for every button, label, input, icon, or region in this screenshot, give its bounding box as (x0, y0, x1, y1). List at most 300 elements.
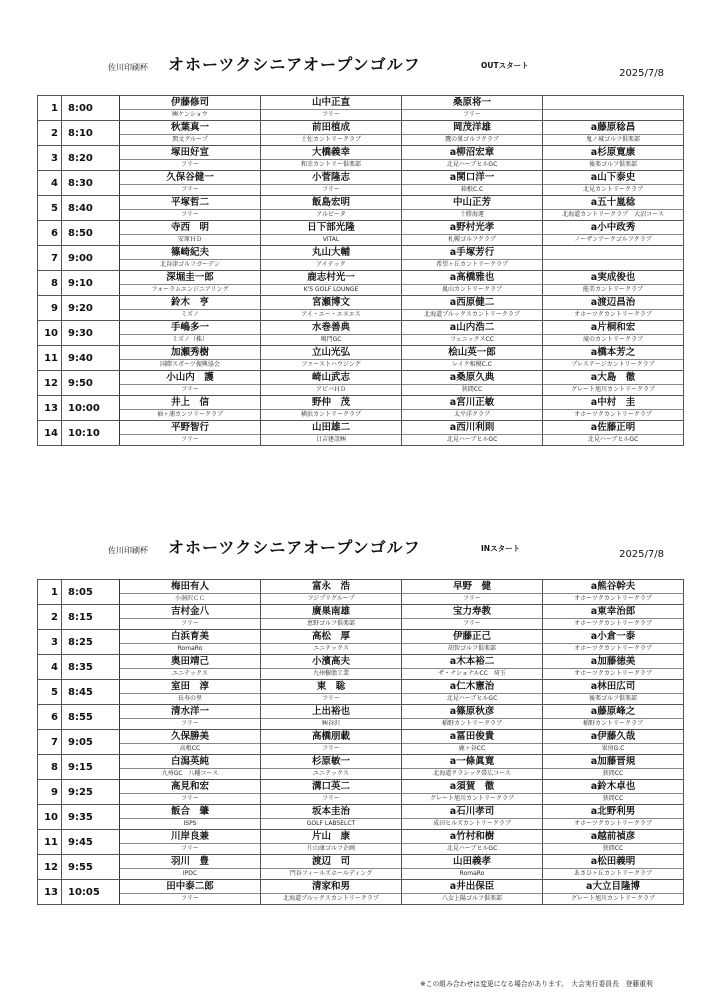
player-name: 鹿志村光一 (261, 271, 401, 285)
player-cell (543, 630, 684, 655)
player-cell (543, 680, 684, 705)
player-affiliation: 箱根C.C (460, 186, 484, 193)
player-name: 桧山英一郎 (402, 346, 542, 360)
tee-time: 9:50 (62, 371, 120, 396)
player-name: 水巻善典 (261, 321, 401, 335)
player-affiliation: プレステージカントリークラブ (571, 361, 655, 368)
player-name: a越前禎彦 (543, 830, 683, 844)
tee-time: 9:25 (62, 780, 120, 805)
player-affiliation: 稲野カントリークラブ (582, 720, 643, 727)
player-cell (120, 730, 261, 755)
group-number: 5 (38, 680, 62, 705)
player-affiliation: K'S GOLF LOUNGE (303, 286, 359, 293)
player-cell (120, 880, 261, 905)
player-name: a仁木憲治 (402, 680, 542, 694)
player-affiliation: アイテック (316, 261, 346, 268)
tee-time: 8:35 (62, 655, 120, 680)
player-cell (261, 146, 402, 171)
player-cell (543, 221, 684, 246)
group-row (38, 371, 684, 396)
group-row (38, 655, 684, 680)
player-cell (402, 146, 543, 171)
player-cell (120, 146, 261, 171)
group-number: 8 (38, 271, 62, 296)
player-name: a松田義明 (543, 855, 683, 869)
player-cell (543, 296, 684, 321)
group-number: 7 (38, 730, 62, 755)
group-row (38, 146, 684, 171)
player-affiliation: フェニックスCC (450, 336, 494, 343)
player-name: 山田雄二 (261, 421, 401, 435)
player-name: 鈴木 亨 (120, 296, 260, 310)
date-label: 2025/7/8 (619, 549, 664, 560)
player-affiliation: 九州樹脂工業 (312, 670, 349, 677)
player-affiliation: フリー (181, 211, 199, 218)
group-number: 6 (38, 705, 62, 730)
player-affiliation: フリー (181, 845, 199, 852)
player-affiliation: 北海道ブルックスカントリークラブ (424, 311, 520, 318)
group-row (38, 680, 684, 705)
group-number: 6 (38, 221, 62, 246)
player-affiliation: フリー (181, 895, 199, 902)
tee-time: 9:45 (62, 830, 120, 855)
player-name: 奥田靖己 (120, 655, 260, 669)
player-cell (261, 830, 402, 855)
player-affiliation (543, 110, 683, 120)
player-name: 小山内 護 (120, 371, 260, 385)
player-cell (543, 396, 684, 421)
player-affiliation: ㈱ケンショウ (172, 111, 208, 118)
player-affiliation: 北見ハーブヒルGC (446, 436, 498, 443)
player-affiliation: 北見ハーブヒルGC (446, 695, 498, 702)
player-affiliation: フリー (463, 111, 481, 118)
player-affiliation: GOLF LABSELCT (306, 820, 356, 827)
player-name: a加藤徳美 (543, 655, 683, 669)
player-name: a山下泰史 (543, 171, 683, 185)
player-affiliation: 長寿の里 (177, 695, 202, 702)
player-affiliation: アルビータ (316, 211, 346, 218)
player-affiliation: 高根CC (179, 745, 201, 752)
start-label: OUTスタート (481, 61, 529, 70)
out-pairing-table (37, 95, 684, 446)
player-name: 宮瀬博文 (261, 296, 401, 310)
player-name: a渡辺昌治 (543, 296, 683, 310)
tee-time: 9:40 (62, 346, 120, 371)
player-name: a宮川正敏 (402, 396, 542, 410)
player-cell (120, 655, 261, 680)
player-name: 伊藤正己 (402, 630, 542, 644)
player-affiliation: 北見ハーブヒルGC (446, 161, 498, 168)
player-cell (402, 221, 543, 246)
player-cell (261, 755, 402, 780)
player-cell (402, 730, 543, 755)
player-cell (402, 196, 543, 221)
player-name: a藤原稔昌 (543, 121, 683, 135)
group-row (38, 630, 684, 655)
player-cell (261, 371, 402, 396)
group-number: 2 (38, 121, 62, 146)
tee-time: 8:40 (62, 196, 120, 221)
group-row (38, 121, 684, 146)
group-number: 1 (38, 580, 62, 605)
player-name: 片山 康 (261, 830, 401, 844)
player-affiliation: フリー (322, 186, 340, 193)
player-name: 吉村金八 (120, 605, 260, 619)
player-name: 白浜育美 (120, 630, 260, 644)
player-name: 富永 浩 (261, 580, 401, 594)
player-name: 飯合 肇 (120, 805, 260, 819)
player-cell (402, 855, 543, 880)
player-affiliation: フリー (322, 795, 340, 802)
group-row (38, 855, 684, 880)
player-cell (261, 121, 402, 146)
player-affiliation: IPDC (182, 870, 198, 877)
player-cell (120, 246, 261, 271)
player-name: a西川利則 (402, 421, 542, 435)
player-cell (261, 780, 402, 805)
player-affiliation: レイク相模C.C (452, 361, 492, 368)
player-name: 溝口英二 (261, 780, 401, 794)
player-cell (402, 396, 543, 421)
player-name: a北野利男 (543, 805, 683, 819)
player-cell (120, 755, 261, 780)
player-cell (261, 346, 402, 371)
player-affiliation: 鹿ヶ谷CC (458, 745, 486, 752)
player-name: 田中泰二郎 (120, 880, 260, 894)
player-affiliation: 希望ヶ丘カントリークラブ (435, 261, 508, 268)
player-cell (543, 196, 684, 221)
player-affiliation: 鷹の巣ゴルフクラブ (445, 136, 499, 143)
player-name: 秋葉真一 (120, 121, 260, 135)
group-row (38, 171, 684, 196)
player-cell (261, 705, 402, 730)
tee-time: 8:55 (62, 705, 120, 730)
player-cell (261, 171, 402, 196)
player-cell (120, 855, 261, 880)
player-cell (543, 321, 684, 346)
player-cell (543, 830, 684, 855)
player-cell (120, 630, 261, 655)
player-name: 篠崎紀夫 (120, 246, 260, 260)
page-title: オホーツクシニアオープンゴルフ (168, 55, 421, 74)
player-name: a桑原久典 (402, 371, 542, 385)
player-cell (402, 346, 543, 371)
player-cell (261, 580, 402, 605)
player-affiliation: 鳴門GC (320, 336, 342, 343)
group-number: 4 (38, 171, 62, 196)
tee-time: 9:00 (62, 246, 120, 271)
player-affiliation: あさひヶ丘カントリークラブ (573, 870, 652, 877)
player-cell (543, 755, 684, 780)
player-cell (543, 146, 684, 171)
player-affiliation: フリー (181, 161, 199, 168)
player-cell (120, 830, 261, 855)
player-cell (543, 605, 684, 630)
player-cell (120, 196, 261, 221)
player-name: a西原健二 (402, 296, 542, 310)
footer-note: ※この組み合わせは変更になる場合があります。 大会実行委員長 登藤重利 (420, 980, 653, 988)
player-name: a手塚芳行 (402, 246, 542, 260)
player-name: 大橋義幸 (261, 146, 401, 160)
player-affiliation: 北海道ブルックスカントリークラブ (283, 895, 379, 902)
player-affiliation: 門谷フィールズホールディング (289, 870, 373, 877)
player-cell (543, 421, 684, 446)
player-cell (402, 830, 543, 855)
player-cell (120, 296, 261, 321)
player-affiliation: フリー (181, 386, 199, 393)
player-affiliation: 鬼ノ城ゴルフ倶楽部 (585, 136, 640, 143)
player-affiliation: 北見カントリークラブ (582, 186, 643, 193)
group-number: 9 (38, 780, 62, 805)
player-affiliation: 八女上陽ゴルフ倶楽部 (441, 895, 502, 902)
player-cell (261, 296, 402, 321)
player-affiliation: 狭間CC (602, 770, 624, 777)
player-affiliation: 札幌ゴルフクラブ (448, 236, 496, 243)
player-name: 廣巣南雄 (261, 605, 401, 619)
player-affiliation: 十勝海運 (459, 211, 484, 218)
tee-time: 8:05 (62, 580, 120, 605)
player-affiliation: グレート旭川カントリークラブ (570, 386, 655, 393)
out-header (0, 40, 707, 100)
player-cell (543, 96, 684, 121)
group-number: 13 (38, 396, 62, 421)
tee-time: 8:15 (62, 605, 120, 630)
player-affiliation: ミズノ (180, 311, 199, 318)
player-name: a一條眞寛 (402, 755, 542, 769)
player-affiliation: RomaRo (459, 870, 485, 877)
player-name: a篠原秋彦 (402, 705, 542, 719)
player-name: a橋本芳之 (543, 346, 683, 360)
player-name: 早野 健 (402, 580, 542, 594)
player-name: a須賀 徹 (402, 780, 542, 794)
player-cell (543, 271, 684, 296)
tee-time: 8:20 (62, 146, 120, 171)
player-name: a石川孝司 (402, 805, 542, 819)
player-affiliation: 狭間CC (602, 795, 624, 802)
player-name: 寺西 明 (120, 221, 260, 235)
player-affiliation: 能美カントリークラブ (582, 286, 643, 293)
player-affiliation: フリー (181, 436, 199, 443)
group-number: 11 (38, 346, 62, 371)
player-name: 高見和宏 (120, 780, 260, 794)
player-cell (543, 855, 684, 880)
player-affiliation: フリー (322, 695, 340, 702)
group-row (38, 246, 684, 271)
tee-time: 8:00 (62, 96, 120, 121)
player-name: a鈴木卓也 (543, 780, 683, 794)
player-cell (120, 396, 261, 421)
player-name: 伊藤修司 (120, 96, 260, 110)
player-affiliation: オホーツクカントリークラブ (574, 820, 652, 827)
tee-time: 9:05 (62, 730, 120, 755)
player-cell (402, 655, 543, 680)
page-title: オホーツクシニアオープンゴルフ (168, 538, 421, 557)
player-affiliation: アイ・エー・エヌエス (301, 311, 361, 318)
player-cell (261, 196, 402, 221)
player-name: 山中正直 (261, 96, 401, 110)
player-affiliation: グレート旭川カントリークラブ (570, 895, 655, 902)
player-cell (120, 805, 261, 830)
player-cell (120, 271, 261, 296)
player-cell (120, 371, 261, 396)
player-name: a藤原峰之 (543, 705, 683, 719)
player-name: 清家和男 (261, 880, 401, 894)
player-affiliation: 狭間CC (602, 845, 624, 852)
tee-time: 10:00 (62, 396, 120, 421)
player-affiliation: 嵐山カントリークラブ (441, 286, 502, 293)
player-affiliation: ザ・ナショナルCC 埼玉 (438, 670, 506, 677)
group-number: 3 (38, 146, 62, 171)
player-name: a野村光孝 (402, 221, 542, 235)
player-cell (261, 271, 402, 296)
player-affiliation: 安原ＨＤ (177, 236, 202, 243)
player-affiliation (543, 260, 683, 270)
player-cell (402, 680, 543, 705)
player-affiliation: 狭間CC (461, 386, 483, 393)
player-affiliation: ㈱谷沢 (321, 720, 340, 727)
player-affiliation: グレート旭川カントリークラブ (429, 795, 514, 802)
group-row (38, 780, 684, 805)
player-affiliation: フォーラムエンジニアリング (151, 286, 229, 293)
group-number: 1 (38, 96, 62, 121)
player-name: a大島 徹 (543, 371, 683, 385)
player-name: a山内浩二 (402, 321, 542, 335)
player-affiliation: 北海道カントリークラブ 大沼コース (562, 211, 664, 218)
group-number: 9 (38, 296, 62, 321)
player-affiliation: RomaRo (177, 645, 203, 652)
player-cell (402, 321, 543, 346)
tee-time: 9:10 (62, 271, 120, 296)
player-name: a林田広司 (543, 680, 683, 694)
player-affiliation: フリー (181, 720, 199, 727)
player-name: 東 聡 (261, 680, 401, 694)
group-number: 12 (38, 855, 62, 880)
group-number: 5 (38, 196, 62, 221)
player-cell (402, 121, 543, 146)
player-name: a中村 圭 (543, 396, 683, 410)
player-affiliation: 小洞沢ＣＣ (174, 595, 205, 602)
player-cell (120, 580, 261, 605)
player-cell (402, 246, 543, 271)
player-name: 立山光弘 (261, 346, 401, 360)
player-name: 坂本圭治 (261, 805, 401, 819)
player-affiliation: 果房G.C (601, 745, 625, 752)
group-row (38, 730, 684, 755)
player-affiliation: フリー (181, 620, 199, 627)
player-name: 渡辺 司 (261, 855, 401, 869)
player-cell (543, 730, 684, 755)
player-cell (261, 730, 402, 755)
player-cell (543, 780, 684, 805)
tee-time: 8:25 (62, 630, 120, 655)
player-affiliation: ミズノ（株） (171, 336, 208, 343)
group-number: 4 (38, 655, 62, 680)
player-cell (402, 630, 543, 655)
group-number: 8 (38, 755, 62, 780)
player-affiliation: 後楽ゴルフ倶楽部 (588, 695, 637, 702)
player-name: 井上 信 (120, 396, 260, 410)
player-cell (543, 371, 684, 396)
player-affiliation: ユニテックス (313, 645, 349, 652)
player-name: 山田義孝 (402, 855, 542, 869)
player-affiliation: 太平洋クラブ (453, 411, 490, 418)
group-number: 14 (38, 421, 62, 446)
player-cell (261, 605, 402, 630)
player-affiliation: フジプリグループ (307, 595, 355, 602)
player-cell (402, 96, 543, 121)
player-name: 久保勝美 (120, 730, 260, 744)
group-row (38, 605, 684, 630)
player-name: a高橋雅也 (402, 271, 542, 285)
group-row (38, 755, 684, 780)
player-cell (402, 296, 543, 321)
player-cell (543, 346, 684, 371)
player-affiliation: オホーツクカントリークラブ (574, 645, 652, 652)
player-affiliation: 成田ヒルズカントリークラブ (433, 820, 511, 827)
player-name: a熊谷幹夫 (543, 580, 683, 594)
player-affiliation: 北見ハーブヒルGC (446, 845, 498, 852)
player-affiliation: 横浜カントリークラブ (300, 411, 361, 418)
player-cell (261, 321, 402, 346)
player-cell (402, 371, 543, 396)
player-affiliation: 関文グループ (172, 136, 208, 143)
player-affiliation: 稲野カントリークラブ (441, 720, 502, 727)
player-affiliation: ユニテックス (172, 670, 208, 677)
player-name: 室田 淳 (120, 680, 260, 694)
group-row (38, 296, 684, 321)
player-name: 梅田有人 (120, 580, 260, 594)
player-affiliation: 日吉建設㈱ (315, 436, 346, 443)
player-name: a杉原寛康 (543, 146, 683, 160)
player-cell (402, 755, 543, 780)
player-name: 白潟英純 (120, 755, 260, 769)
player-affiliation: 北海道クラシック帯広コース (433, 770, 511, 777)
player-affiliation: フリー (322, 111, 340, 118)
player-name: a小中政秀 (543, 221, 683, 235)
player-name: a関口洋一 (402, 171, 542, 185)
player-name: a片桐和宏 (543, 321, 683, 335)
sponsor-label: 佐川印刷杯 (108, 546, 148, 555)
player-name: 飯島宏明 (261, 196, 401, 210)
player-name: a大立目隆博 (543, 880, 683, 894)
player-cell (543, 580, 684, 605)
player-cell (261, 630, 402, 655)
player-cell (402, 171, 543, 196)
player-cell (120, 221, 261, 246)
player-affiliation: ISPS (183, 820, 197, 827)
group-row (38, 580, 684, 605)
start-label: INスタート (481, 544, 521, 553)
player-affiliation: 北見ハーブヒルGC (587, 436, 639, 443)
player-affiliation: 国際スポーツ振興協会 (160, 361, 220, 368)
player-name: a東幸治郎 (543, 605, 683, 619)
player-affiliation: アビバＨＤ (315, 386, 346, 393)
player-name: a井出保臣 (402, 880, 542, 894)
player-affiliation: フリー (463, 620, 481, 627)
player-name (543, 96, 683, 110)
player-cell (120, 780, 261, 805)
group-number: 7 (38, 246, 62, 271)
group-row (38, 705, 684, 730)
player-name: 小菅隆志 (261, 171, 401, 185)
group-number: 2 (38, 605, 62, 630)
player-affiliation: オホーツクカントリークラブ (574, 311, 652, 318)
player-name: 野仲 茂 (261, 396, 401, 410)
player-name: 桑原将一 (402, 96, 542, 110)
player-name: 手嶋多一 (120, 321, 260, 335)
group-row (38, 96, 684, 121)
player-affiliation: 土佐カントリークラブ (300, 136, 361, 143)
